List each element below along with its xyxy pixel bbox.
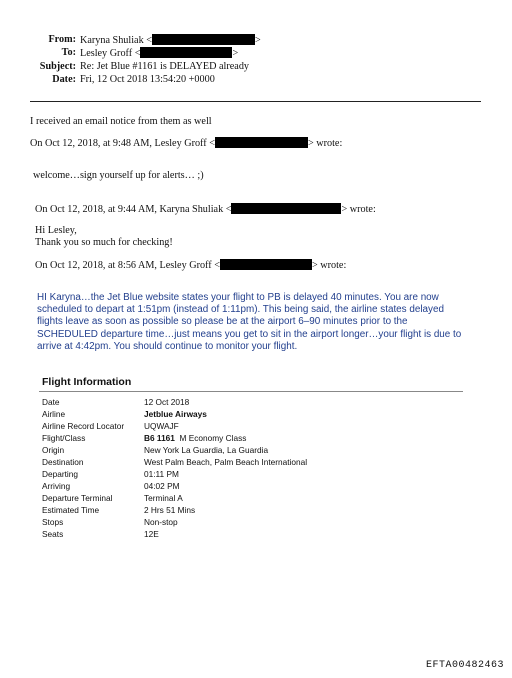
flight-number: B6 1161 xyxy=(144,433,175,443)
to-value: Lesley Groff < xyxy=(80,48,141,59)
blue-message-line: arrive at 4:42pm. You should continue to monitor your flight. xyxy=(37,340,298,352)
blue-message xyxy=(37,292,482,353)
flight-row-label: Date xyxy=(42,397,60,407)
flight-row-value: 12E xyxy=(144,529,159,539)
redaction-bar xyxy=(152,34,255,45)
quote-header-suffix: > wrote: xyxy=(311,260,347,271)
subject-label: Subject: xyxy=(39,61,76,72)
flight-row-value: Non-stop xyxy=(144,517,178,527)
body-line-1: I received an email notice from them as well xyxy=(30,116,212,127)
flight-row-label: Destination xyxy=(42,457,84,467)
quote-header-2 xyxy=(35,203,376,215)
flight-row-origin xyxy=(42,444,442,456)
flight-row-departure-terminal xyxy=(42,492,442,504)
flight-row-value: 04:02 PM xyxy=(144,481,180,491)
quote-header-1 xyxy=(30,137,342,149)
flight-row-label: Stops xyxy=(42,517,64,527)
blue-message-line: flights leave as soon as possible so please be at the airport 6–90 minutes prior to the xyxy=(37,316,408,328)
flight-row-seats xyxy=(42,528,442,540)
flight-row-date xyxy=(42,396,442,408)
to-label: To: xyxy=(61,47,76,58)
flight-info-table xyxy=(42,396,442,540)
flight-row-destination xyxy=(42,456,442,468)
document-id: EFTA00482463 xyxy=(425,660,504,671)
body-line-4: Thank you so much for checking! xyxy=(35,237,173,248)
flight-row-value: West Palm Beach, Palm Beach International xyxy=(144,457,308,467)
redaction-bar xyxy=(220,259,312,270)
from-value: Karyna Shuliak < xyxy=(80,35,152,46)
flight-row-value: 12 Oct 2018 xyxy=(144,397,190,407)
flight-row-label: Estimated Time xyxy=(42,505,100,515)
flight-row-label: Flight/Class xyxy=(42,433,86,443)
flight-row-label: Seats xyxy=(42,529,64,539)
from-label: From: xyxy=(48,34,76,45)
flight-row-value: UQWAJF xyxy=(144,421,179,431)
flight-row-label: Origin xyxy=(42,445,65,455)
flight-class: M Economy Class xyxy=(174,433,247,443)
date-label: Date: xyxy=(52,74,76,85)
flight-row-record-locator xyxy=(42,420,442,432)
flight-row-label: Airline Record Locator xyxy=(42,421,125,431)
to-tail: > xyxy=(232,48,239,59)
flight-row-label: Arriving xyxy=(42,481,71,491)
header-divider xyxy=(30,101,481,102)
quote-header-prefix: On Oct 12, 2018, at 8:56 AM, Lesley Groff < xyxy=(35,260,220,271)
flight-row-value: 01:11 PM xyxy=(144,469,179,479)
flight-row-value: 2 Hrs 51 Mins xyxy=(144,505,196,515)
flight-info-divider xyxy=(39,391,463,392)
from-field xyxy=(80,34,261,46)
flight-row-value: Terminal A xyxy=(144,493,183,503)
flight-row-value: New York La Guardia, La Guardia xyxy=(144,445,269,455)
flight-row-label: Airline xyxy=(42,409,66,419)
flight-row-label: Departure Terminal xyxy=(42,493,113,503)
flight-row-value-group xyxy=(144,432,246,444)
body-line-2: welcome…sign yourself up for alerts… ;) xyxy=(33,170,204,181)
subject-value: Re: Jet Blue #1161 is DELAYED already xyxy=(80,61,250,72)
flight-row-flight-class xyxy=(42,432,442,444)
flight-info-title: Flight Information xyxy=(42,376,132,388)
redaction-bar xyxy=(140,47,232,58)
to-field xyxy=(80,47,238,59)
blue-message-line: SCHEDULED departure time…just means you get to sit in the airport longer…your flight is due to xyxy=(37,328,462,340)
flight-row-estimated-time xyxy=(42,504,442,516)
quote-header-suffix: > wrote: xyxy=(341,204,376,215)
flight-row-arriving xyxy=(42,480,442,492)
flight-row-label: Departing xyxy=(42,469,78,479)
flight-row-airline xyxy=(42,408,442,420)
redaction-bar xyxy=(231,203,341,214)
redaction-bar xyxy=(215,137,308,148)
body-line-3: Hi Lesley, xyxy=(35,225,77,236)
flight-row-value: Jetblue Airways xyxy=(144,409,207,419)
date-value: Fri, 12 Oct 2018 13:54:20 +0000 xyxy=(80,74,215,85)
from-tail: > xyxy=(254,35,261,46)
flight-row-stops xyxy=(42,516,442,528)
blue-message-line: scheduled to depart at 1:51pm (instead of 1:11pm). This being said, the airline states delayed xyxy=(37,304,444,316)
blue-message-line: HI Karyna…the Jet Blue website states your flight to PB is delayed 40 minutes. You are now xyxy=(37,292,439,303)
quote-header-prefix: On Oct 12, 2018, at 9:44 AM, Karyna Shuliak < xyxy=(35,204,232,215)
flight-row-departing xyxy=(42,468,442,480)
quote-header-prefix: On Oct 12, 2018, at 9:48 AM, Lesley Groff < xyxy=(30,138,215,149)
quote-header-suffix: > wrote: xyxy=(307,138,343,149)
quote-header-3 xyxy=(35,259,346,271)
